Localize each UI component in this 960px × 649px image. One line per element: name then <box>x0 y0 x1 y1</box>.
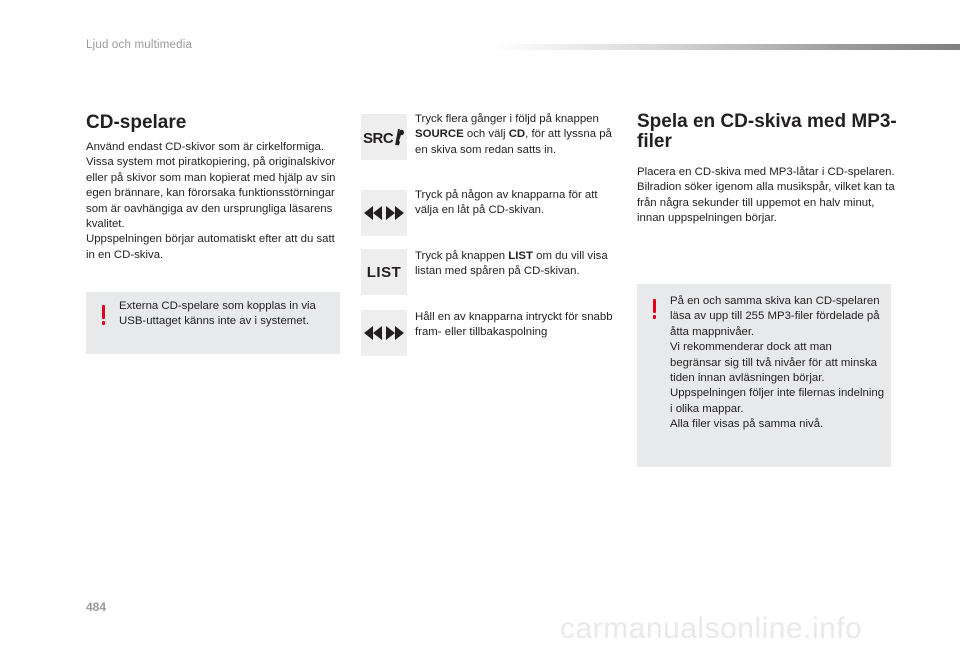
seek-buttons-icon <box>361 310 407 356</box>
mp3-text: Placera en CD-skiva med MP3-låtar i CD-spelaren. Bilradion söker igenom alla musikspår, vilket kan ta från några sekunder till uppemot en halv minut, innan uppspelningen börjar. <box>637 166 895 225</box>
list-keyword: LIST <box>508 250 533 262</box>
warning-exclamation-icon <box>652 299 657 319</box>
svg-text:SRC: SRC <box>363 130 394 147</box>
list-button-label: LIST <box>366 263 402 281</box>
src-phone-button-icon <box>361 114 407 160</box>
src-instruction: Tryck flera gånger i följd på knappen SOURCE och välj CD, för att lyssna på en skiva som redan satts in. <box>415 113 612 156</box>
mp3-heading: Spela en CD-skiva med MP3-filer <box>637 111 897 152</box>
warning-exclamation-icon <box>101 305 106 325</box>
list-instruction: Tryck på knappen LIST om du vill visa listan med spåren på CD-skivan. <box>415 250 608 278</box>
section-header-title: Ljud och multimedia <box>86 39 193 51</box>
seek-select-instruction: Tryck på någon av knapparna för att välja en låt på CD-skivan. <box>415 189 598 217</box>
watermark: carmanualsonline.info <box>560 612 863 645</box>
fast-seek-instruction: Håll en av knapparna intryckt för snabb fram- eller tillbakaspolning <box>415 311 613 339</box>
header-gradient-bar <box>490 44 960 50</box>
cd-keyword: CD <box>508 128 526 141</box>
page-number: 484 <box>86 600 107 614</box>
usb-warning-text: Externa CD-spelare som kopplas in via USB-uttaget känns inte av i systemet. <box>119 300 316 328</box>
list-button-icon <box>361 249 407 295</box>
cd-player-text: Använd endast CD-skivor som är cirkelformiga. Vissa system mot piratkopiering, på originalskivor eller på skivor som man kopierat med hjälp av sin egen brännare, kan förorsaka funktionsstörningar som är oavhängiga av den ursprungliga läsarens kvalitet. Uppspelningen börjar automatiskt efter att du satt in en CD-skiva. <box>86 141 336 261</box>
cd-player-heading: CD-spelare <box>86 112 187 133</box>
mp3-warning-text: På en och samma skiva kan CD-spelaren läsa av upp till 255 MP3-filer fördelade på åtta mappnivåer. Vi rekommenderar dock att man begränsar sig till två nivåer för att minska tiden innan avläsningen börjar. Uppspelningen följer inte filernas indelning i olika mappar. Alla filer visas på samma nivå. <box>670 295 885 431</box>
source-keyword: SOURCE <box>415 128 464 141</box>
seek-buttons-icon <box>361 190 407 236</box>
mp3-warning-note <box>637 284 891 467</box>
usb-warning-note <box>86 292 340 354</box>
